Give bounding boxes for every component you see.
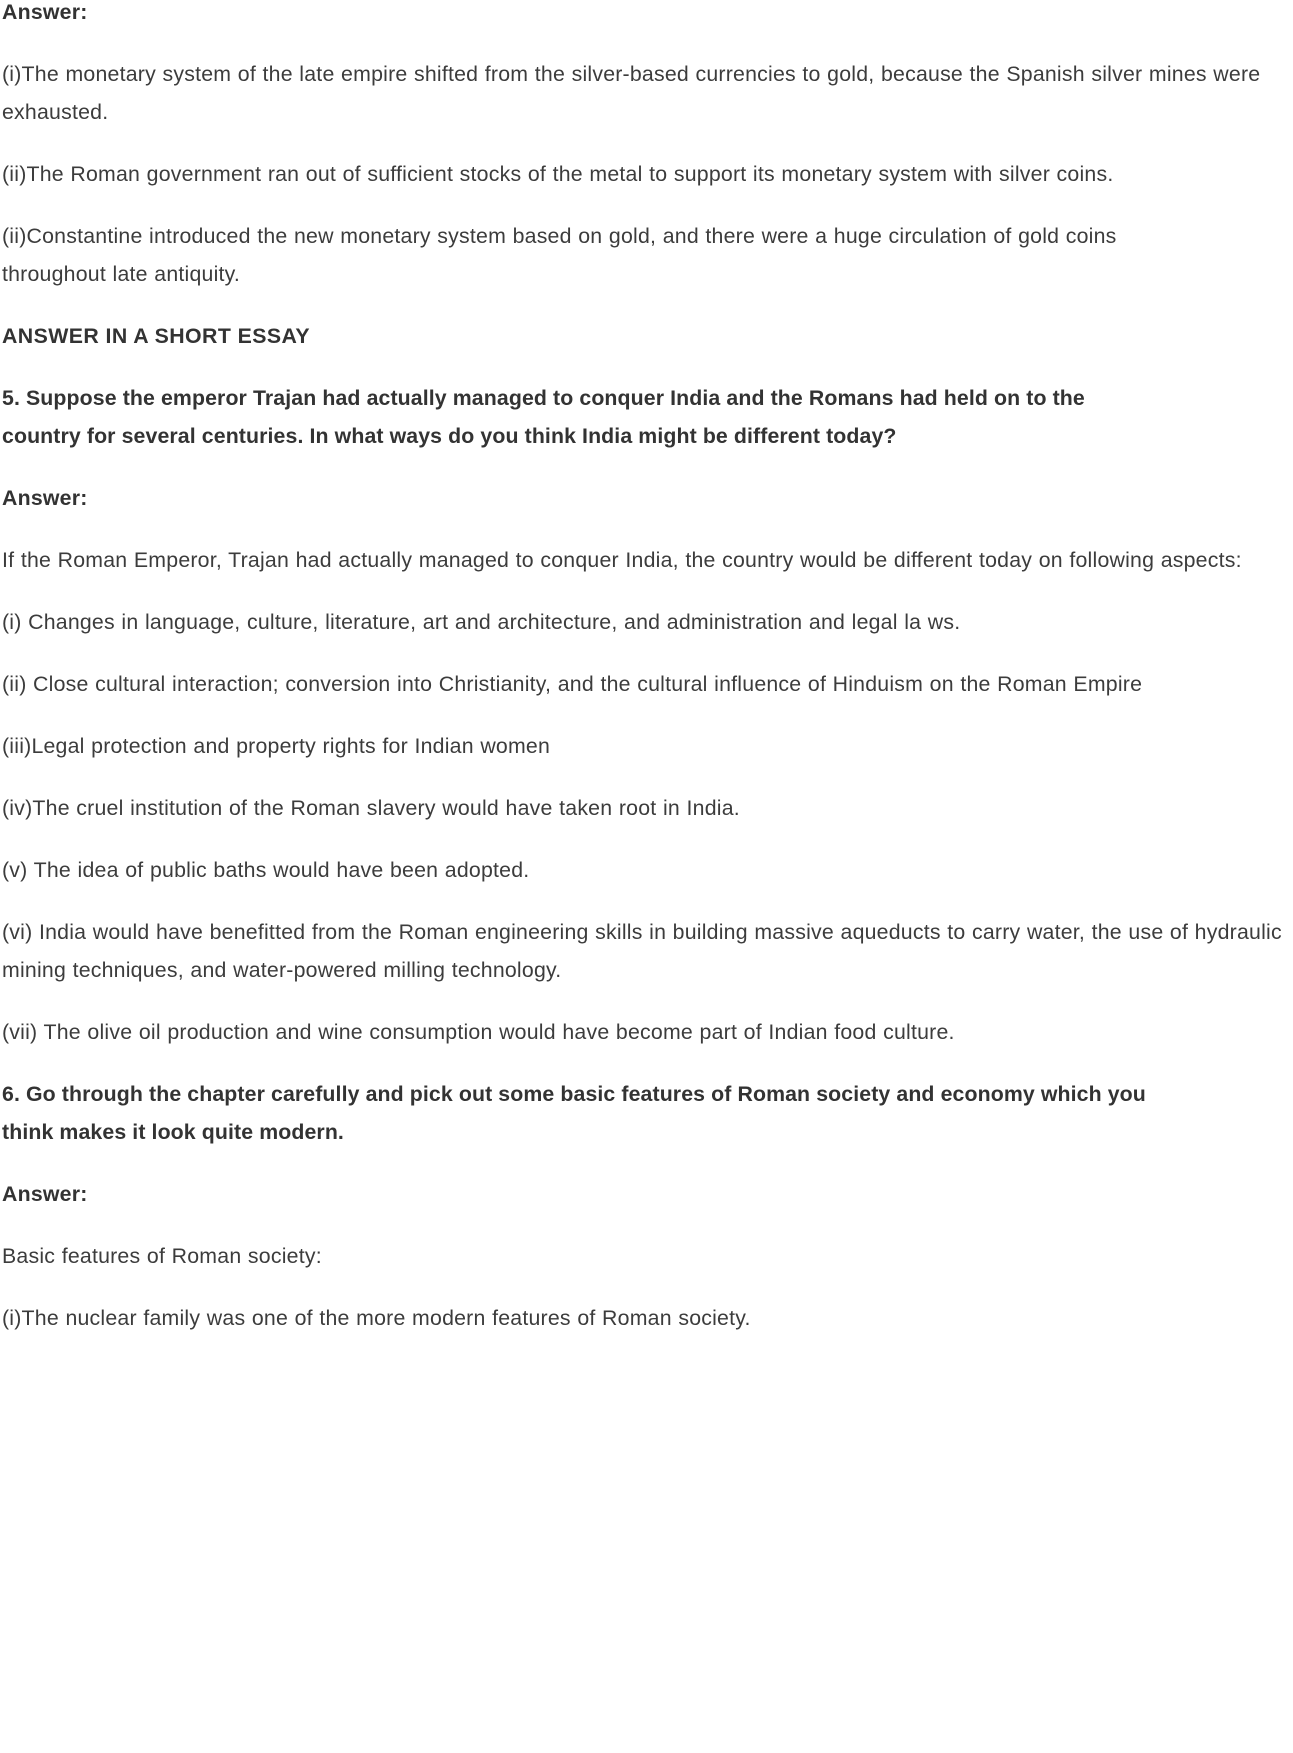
answer-label-1: Answer:: [2, 0, 88, 24]
answer-5-point-iv: (iv)The cruel institution of the Roman slavery would have taken root in India.: [2, 796, 740, 820]
question-5: 5. Suppose the emperor Trajan had actually managed to conquer India and the Romans had held on to the country for several centuries. In what ways do you think India might be different today?: [2, 386, 1085, 448]
answer-5-point-v: (v) The idea of public baths would have been adopted.: [2, 858, 530, 882]
answer-label-3: Answer:: [2, 1182, 88, 1206]
answer-4-point-ii: (ii)The Roman government ran out of sufficient stocks of the metal to support its monetary system with silver coins.: [2, 162, 1114, 186]
answer-label-2: Answer:: [2, 486, 88, 510]
question-6: 6. Go through the chapter carefully and pick out some basic features of Roman society and economy which you think makes it look quite modern.: [2, 1082, 1146, 1144]
answer-6-point-i: (i)The nuclear family was one of the more modern features of Roman society.: [2, 1306, 751, 1330]
answer-5-point-i: (i) Changes in language, culture, literature, art and architecture, and administration and legal la ws.: [2, 610, 961, 634]
document-body: [2, 0, 1293, 1337]
answer-5-point-iii: (iii)Legal protection and property rights for Indian women: [2, 734, 551, 758]
answer-5-point-vii: (vii) The olive oil production and wine consumption would have become part of Indian food culture.: [2, 1020, 955, 1044]
answer-5-intro: If the Roman Emperor, Trajan had actually managed to conquer India, the country would be different today on following aspects:: [2, 548, 1242, 572]
answer-6-intro: Basic features of Roman society:: [2, 1244, 322, 1268]
section-heading-short-essay: ANSWER IN A SHORT ESSAY: [2, 324, 310, 348]
answer-4-point-iii: (ii)Constantine introduced the new monetary system based on gold, and there were a huge circulation of gold coins throughout late antiquity.: [2, 224, 1117, 286]
answer-4-point-i: (i)The monetary system of the late empire shifted from the silver-based currencies to gold, because the Spanish silver mines were exhausted.: [2, 62, 1261, 124]
answer-5-point-ii: (ii) Close cultural interaction; conversion into Christianity, and the cultural influence of Hinduism on the Roman Empire: [2, 672, 1143, 696]
answer-5-point-vi: (vi) India would have benefitted from the Roman engineering skills in building massive aqueducts to carry water, the use of hydraulic mining techniques, and water-powered milling technology.: [2, 920, 1282, 982]
